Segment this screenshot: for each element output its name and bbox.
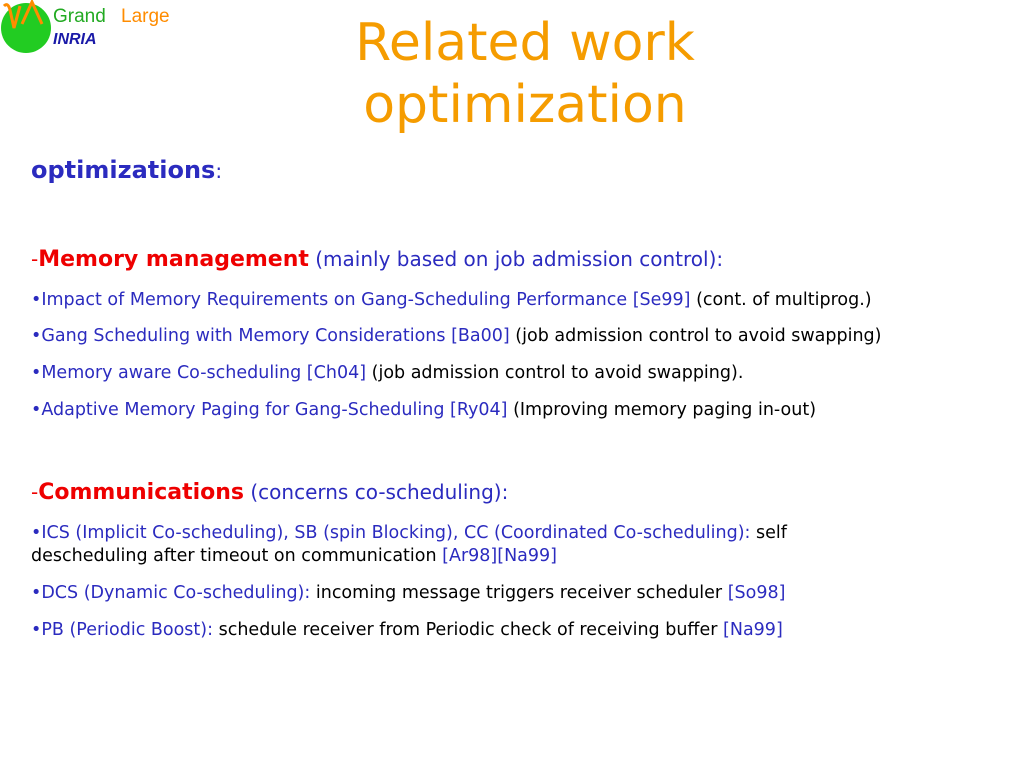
memory-heading — [31, 247, 723, 272]
body-text: incoming message triggers receiver scheduler — [315, 583, 723, 603]
list-item — [31, 583, 785, 603]
logo — [0, 0, 190, 60]
bullet: • — [31, 400, 42, 420]
comms-heading — [31, 480, 508, 505]
title-line-1: Related work — [355, 13, 695, 73]
gamma-lambda-icon — [0, 0, 50, 40]
ref-text: [So98] — [727, 583, 786, 603]
ref-text: [Na99] — [723, 620, 783, 640]
label-text: DCS (Dynamic Co-scheduling): — [41, 583, 311, 603]
logo-large-text: Large — [121, 6, 170, 27]
note-text: (job admission control to avoid swapping) — [515, 326, 882, 346]
ref-text: Impact of Memory Requirements on Gang-Scheduling Performance [Se99] — [41, 290, 691, 310]
bullet: • — [31, 290, 42, 310]
ref-text: Gang Scheduling with Memory Considerations [Ba00] — [41, 326, 510, 346]
bullet: • — [31, 326, 42, 346]
list-item — [31, 290, 872, 310]
comms-paren: (concerns co-scheduling): — [250, 480, 509, 504]
subtitle-text: optimizations — [31, 156, 216, 184]
body-text: descheduling after timeout on communication — [31, 546, 437, 566]
label-text: PB (Periodic Boost): — [41, 620, 214, 640]
list-item — [31, 523, 787, 543]
comms-dash: - — [31, 480, 39, 504]
note-text: (Improving memory paging in-out) — [513, 400, 817, 420]
logo-grand-text: Grand — [53, 6, 106, 27]
memory-dash: - — [31, 247, 39, 271]
list-item-continuation — [31, 546, 557, 566]
title-line-2: optimization — [363, 75, 687, 135]
bullet: • — [31, 523, 42, 543]
list-item — [31, 363, 743, 383]
comms-title: Communications — [38, 480, 245, 505]
subtitle — [31, 156, 222, 184]
ref-text: [Ar98][Na99] — [442, 546, 557, 566]
ref-text: Adaptive Memory Paging for Gang-Scheduling [Ry04] — [41, 400, 508, 420]
bullet: • — [31, 620, 42, 640]
list-item — [31, 620, 783, 640]
logo-inria-text: INRIA — [53, 31, 97, 48]
body-text: schedule receiver from Periodic check of receiving buffer — [218, 620, 718, 640]
bullet: • — [31, 583, 42, 603]
memory-paren: (mainly based on job admission control): — [315, 247, 724, 271]
page-title — [200, 12, 850, 136]
memory-title: Memory management — [38, 247, 309, 272]
note-text: (cont. of multiprog.) — [696, 290, 872, 310]
subtitle-colon: : — [215, 159, 223, 183]
label-text: ICS (Implicit Co-scheduling), SB (spin Blocking), CC (Coordinated Co-scheduling): — [41, 523, 751, 543]
ref-text: Memory aware Co-scheduling [Ch04] — [41, 363, 367, 383]
list-item — [31, 326, 882, 346]
note-text: (job admission control to avoid swapping). — [371, 363, 744, 383]
bullet: • — [31, 363, 42, 383]
list-item — [31, 400, 816, 420]
body-text: self — [756, 523, 787, 543]
